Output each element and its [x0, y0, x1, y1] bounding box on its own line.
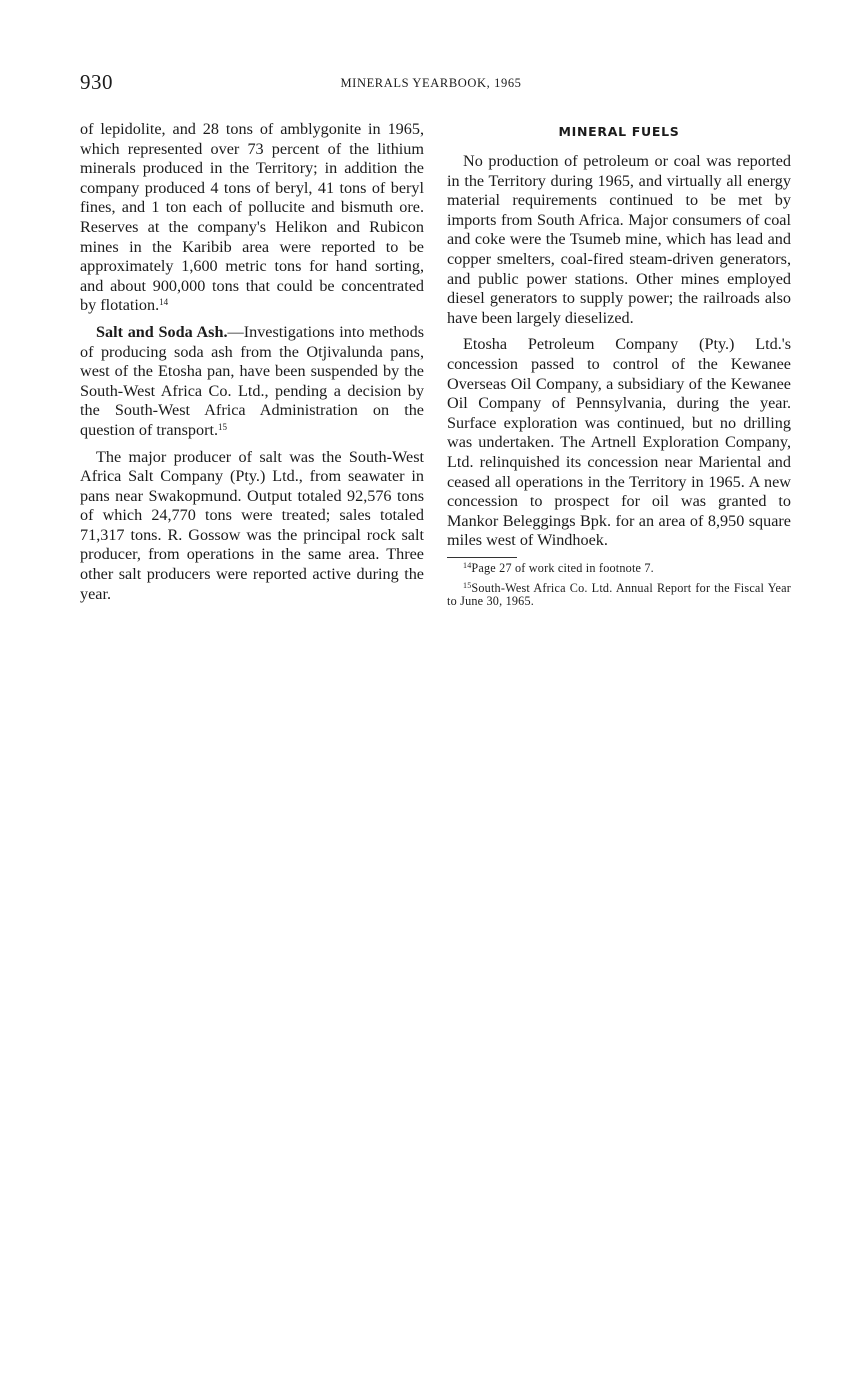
- footnote-ref-14: 14: [159, 297, 169, 308]
- page-number: 930: [80, 70, 113, 94]
- salt-soda-ash-text: —Investigations into methods of producing soda ash from the Otjivalunda pans, west of the Etosha pan, have been suspended by the South-West Africa Co. Ltd., pending a decision by the South-West Africa Administration on the question of transport.: [80, 322, 424, 439]
- mineral-fuels-heading: MINERAL FUELS: [558, 124, 680, 139]
- footnote-14: [447, 562, 791, 575]
- footnote-marker: 14: [463, 560, 472, 570]
- footnote-marker: 15: [463, 580, 472, 590]
- lithium-paragraph-text: of lepidolite, and 28 tons of amblygonite in 1965, which represented over 73 percent of the lithium minerals produced in the Territory; in addition the company produced 4 tons of beryl, 41 tons of beryl fines, and 1 ton each of pollucite and bismuth ore. Reserves at the company's Helikon and Rubicon mines in the Karibib area were reported to be approximately 1,600 metric tons for hand sorting, and about 900,000 tons that could be concentrated by flotation.: [80, 120, 424, 315]
- salt-soda-ash-heading: Salt and Soda Ash.: [96, 322, 228, 341]
- etosha-petroleum-paragraph: Etosha Petroleum Company (Pty.) Ltd.'s concession passed to control of the Kewanee Overseas Oil Company, a subsidiary of the Kewanee Oil Company of Pennsylvania, during the year. Surface exploration was continued, but no drilling was undertaken. The Artnell Exploration Company, Ltd. relinquished its concession near Mariental and ceased all operations in the Territory in 1965. A new concession to prospect for oil was granted to Mankor Beleggings Bpk. for an area of 8,950 square miles west of Windhoek.: [447, 335, 791, 550]
- lithium-paragraph: [80, 120, 424, 316]
- footnote-text: South-West Africa Co. Ltd. Annual Report for the Fiscal Year to June 30, 1965.: [447, 580, 791, 608]
- salt-producer-paragraph: The major producer of salt was the South-West Africa Salt Company (Pty.) Ltd., from seawater in pans near Swakopmund. Output totaled 92,576 tons of which 24,770 tons were treated; sales totaled 71,317 tons. R. Gossow was the principal rock salt producer, from operations in the same area. Three other salt producers were reported active during the year.: [80, 447, 424, 603]
- right-column: [447, 120, 791, 608]
- running-head: MINERALS YEARBOOK, 1965: [340, 76, 522, 90]
- left-column: [80, 120, 424, 604]
- salt-soda-ash-paragraph: [80, 323, 424, 441]
- footnote-divider: [447, 557, 517, 558]
- petroleum-coal-paragraph: No production of petroleum or coal was reported in the Territory during 1965, and virtually all energy material requirements continued to be met by imports from South Africa. Major consumers of coal and coke were the Tsumeb mine, which has lead and copper smelters, coal-fired steam-driven generators, and public power stations. Other mines employed diesel generators to supply power; the railroads also have been largely dieselized.: [447, 152, 791, 327]
- footnote-text: Page 27 of work cited in footnote 7.: [471, 560, 654, 575]
- footnote-ref-15: 15: [218, 421, 228, 432]
- footnote-15: [447, 582, 791, 608]
